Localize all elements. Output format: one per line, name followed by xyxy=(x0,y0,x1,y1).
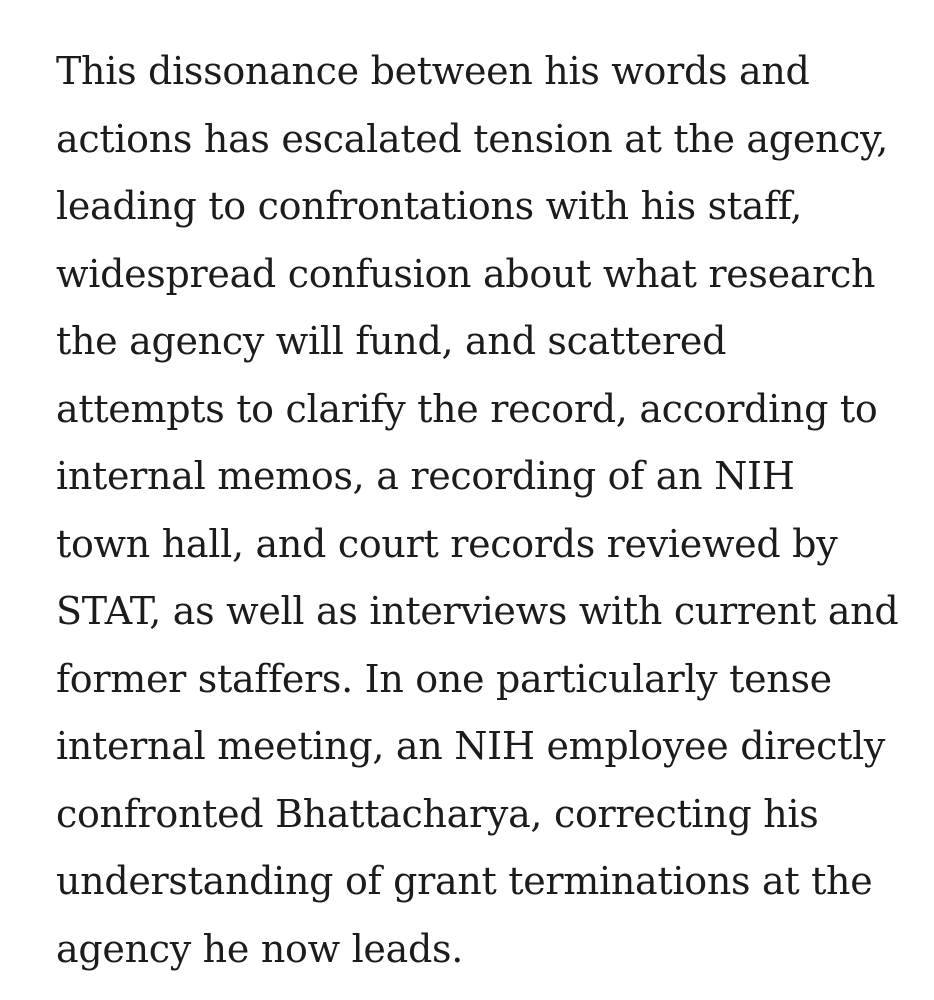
paragraph-line: STAT, as well as interviews with current and xyxy=(56,589,899,633)
paragraph-line: town hall, and court records reviewed by xyxy=(56,521,838,566)
paragraph-line: widespread confusion about what research xyxy=(56,251,876,296)
paragraph-line: former staffers. In one particularly tense xyxy=(56,656,832,701)
paragraph-line: leading to confrontations with his staff, xyxy=(56,184,803,228)
paragraph-line: the agency will fund, and scattered xyxy=(56,319,727,363)
paragraph-line: understanding of grant terminations at the xyxy=(56,859,873,903)
paragraph-line: attempts to clarify the record, according to xyxy=(56,386,878,431)
paragraph-line: internal meeting, an NIH employee directly xyxy=(56,724,886,768)
article-paragraph xyxy=(56,38,916,983)
paragraph-line: This dissonance between his words and xyxy=(56,49,810,93)
paragraph-line: agency he now leads. xyxy=(56,926,463,971)
paragraph-line: actions has escalated tension at the agency, xyxy=(56,116,889,161)
paragraph-line: internal memos, a recording of an NIH xyxy=(56,454,795,498)
paragraph-line: confronted Bhattacharya, correcting his xyxy=(56,791,819,836)
